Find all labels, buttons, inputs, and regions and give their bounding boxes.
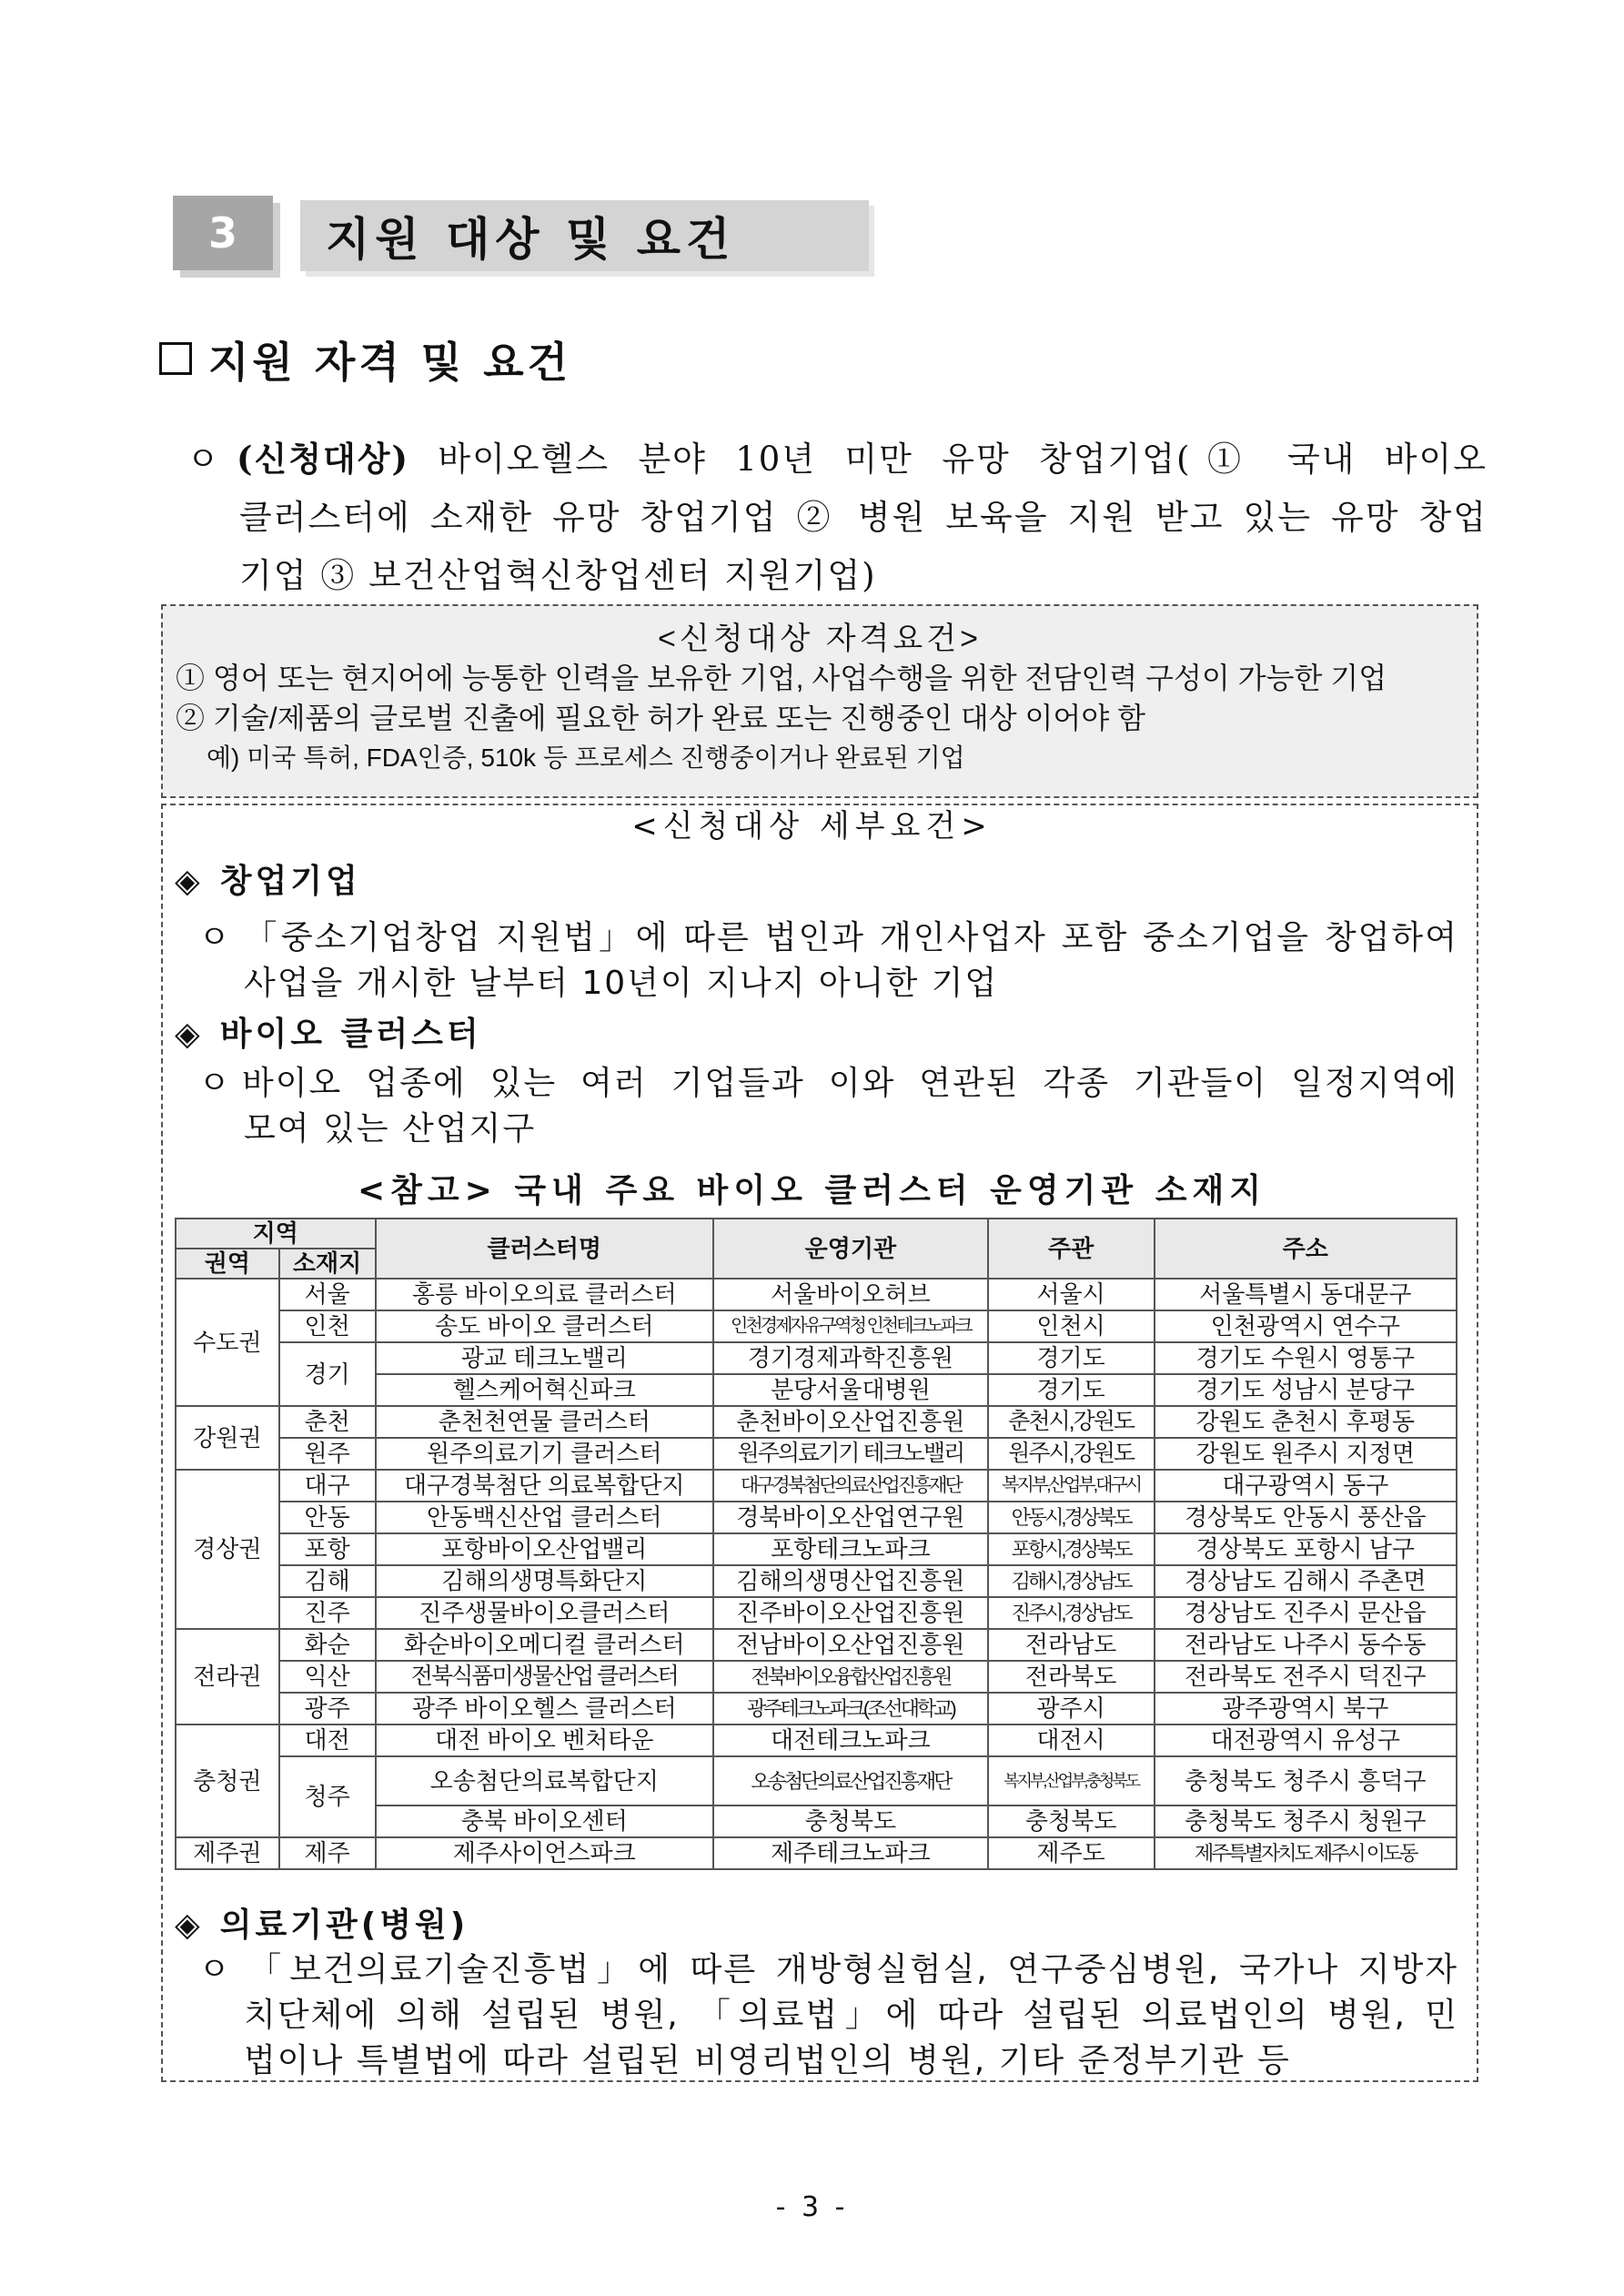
- reference-title: <참고> 국내 주요 바이오 클러스터 운영기관 소재지: [357, 1172, 1267, 1209]
- table-row: 헬스케어혁신파크 분당서울대병원 경기도 경기도 성남시 분당구: [176, 1374, 1457, 1406]
- header-host: 주관: [988, 1219, 1155, 1279]
- table-row: 충북 바이오센터 충청북도 충청북도 충청북도 청주시 청원구: [176, 1805, 1457, 1837]
- area-cell: 제주권: [176, 1837, 279, 1869]
- intro-label: (신청대상): [237, 439, 409, 479]
- area-cell: 수도권: [176, 1279, 279, 1406]
- table-row: 진주 진주생물바이오클러스터 진주바이오산업진흥원 진주시,경상남도 경상남도 진주시 문산읍: [176, 1597, 1457, 1629]
- subsection-title: 지원 자격 및 요건: [208, 338, 572, 387]
- eligibility-item-2: ② 기술/제품의 글로벌 진출에 필요한 허가 완료 또는 진행중인 대상 이어야 함: [176, 702, 1146, 734]
- header-address: 주소: [1155, 1219, 1458, 1279]
- table-row: 청주 오송첨단의료복합단지 오송첨단의료산업진흥재단 복지부,산업부,충청북도 충청북도 청주시 흥덕구: [176, 1756, 1457, 1805]
- header-location: 소재지: [279, 1249, 376, 1279]
- table-row: 수도권 서울 홍릉 바이오의료 클러스터 서울바이오허브 서울시 서울특별시 동대문구: [176, 1279, 1457, 1310]
- intro-line-2: 클러스터에 소재한 유망 창업기업 ② 병원 보육을 지원 받고 있는 유망 창업: [239, 498, 1488, 537]
- section-number: 3: [173, 196, 273, 270]
- checkbox-square-icon: [159, 342, 192, 375]
- eligibility-box: [161, 604, 1478, 798]
- eligibility-title: <신청대상 자격요건>: [658, 622, 982, 656]
- intro-paragraph: [187, 430, 1488, 605]
- bullet-circle-icon: ㅇ: [198, 1065, 232, 1102]
- startup-heading: ◈ 창업기업: [175, 863, 361, 900]
- table-row: 원주 원주의료기기 클러스터 원주의료기기 테크노밸리 원주시,강원도 강원도 원주시 지정면: [176, 1438, 1457, 1470]
- hospital-paragraph: ㅇ 「보건의료기술진흥법」에 따른 개방형실험실, 연구중심병원, 국가나 지방자 치단체에 의해 설립된 병원, 「의료법」에 따라 설립된 의료법인의 병원, 민 법이나 특별법에 따라 설립된 비영리법인의 병원, 기타 준정부기관 등: [198, 1947, 1458, 2084]
- hospital-heading: ◈ 의료기관(병원): [175, 1907, 469, 1944]
- intro-line-1: ㅇ (신청대상) 바이오헬스 분야 10년 미만 유망 창업기업(① 국내 바이오: [187, 430, 1488, 489]
- eligibility-item-1: ① 영어 또는 현지어에 능통한 인력을 보유한 기업, 사업수행을 위한 전담인력 구성이 가능한 기업: [176, 662, 1387, 694]
- diamond-bullet-icon: ◈: [175, 1016, 204, 1053]
- area-cell: 충청권: [176, 1725, 279, 1837]
- diamond-bullet-icon: ◈: [175, 1907, 204, 1944]
- table-row: 김해 김해의생명특화단지 김해의생명산업진흥원 김해시,경상남도 경상남도 김해시 주촌면: [176, 1565, 1457, 1597]
- table-row: 안동 안동백신산업 클러스터 경북바이오산업연구원 안동시,경상북도 경상북도 안동시 풍산읍: [176, 1502, 1457, 1533]
- table-row: 인천 송도 바이오 클러스터 인천경제자유구역청 인천테크노파크 인천시 인천광역시 연수구: [176, 1310, 1457, 1342]
- table-row: 제주권 제주 제주사이언스파크 제주테크노파크 제주도 제주특별자치도 제주시 이도동: [176, 1837, 1457, 1869]
- table-row: 경상권 대구 대구경북첨단 의료복합단지 대구경북첨단의료산업진흥재단 복지부,산업부,대구시 대구광역시 동구: [176, 1470, 1457, 1502]
- header-area: 권역: [176, 1249, 279, 1279]
- page-number: - 3 -: [775, 2191, 849, 2223]
- area-cell: 전라권: [176, 1629, 279, 1725]
- table-row: 충청권 대전 대전 바이오 벤처타운 대전테크노파크 대전시 대전광역시 유성구: [176, 1725, 1457, 1756]
- cluster-paragraph: ㅇ 바이오 업종에 있는 여러 기업들과 이와 연관된 각종 기관들이 일정지역에 모여 있는 산업지구: [198, 1061, 1458, 1152]
- detail-requirements-title: <신청대상 세부요건>: [631, 808, 993, 845]
- area-cell: 경상권: [176, 1470, 279, 1629]
- bullet-circle-icon: ㅇ: [198, 919, 232, 956]
- table-row: 광주 광주 바이오헬스 클러스터 광주테크노파크(조선대학교) 광주시 광주광역시 북구: [176, 1693, 1457, 1725]
- subsection-heading: [159, 329, 571, 389]
- table-row: 포항 포항바이오산업밸리 포항테크노파크 포항시,경상북도 경상북도 포항시 남구: [176, 1533, 1457, 1565]
- table-row: 익산 전북식품미생물산업 클러스터 전북바이오융합산업진흥원 전라북도 전라북도 전주시 덕진구: [176, 1661, 1457, 1693]
- table-row: 전라권 화순 화순바이오메디컬 클러스터 전남바이오산업진흥원 전라남도 전라남도 나주시 동수동: [176, 1629, 1457, 1661]
- table-row: 강원권 춘천 춘천천연물 클러스터 춘천바이오산업진흥원 춘천시,강원도 강원도 춘천시 후평동: [176, 1406, 1457, 1438]
- header-cluster: 클러스터명: [376, 1219, 714, 1279]
- startup-paragraph: ㅇ 「중소기업창업 지원법」에 따른 법인과 개인사업자 포함 중소기업을 창업하여 사업을 개시한 날부터 10년이 지나지 아니한 기업: [198, 915, 1458, 1006]
- header-region: 지역: [176, 1219, 376, 1249]
- table-row: 경기 광교 테크노밸리 경기경제과학진흥원 경기도 경기도 수원시 영통구: [176, 1342, 1457, 1374]
- section-title: 지원 대상 및 요건: [300, 200, 869, 271]
- header-operator: 운영기관: [713, 1219, 988, 1279]
- cluster-table: [175, 1218, 1458, 1870]
- area-cell: 강원권: [176, 1406, 279, 1470]
- cluster-heading: ◈ 바이오 클러스터: [175, 1016, 482, 1053]
- intro-line-3: 기업 ③ 보건산업혁신창업센터 지원기업): [239, 556, 877, 595]
- bullet-circle-icon: ㅇ: [187, 440, 221, 479]
- eligibility-example: 예) 미국 특허, FDA인증, 510k 등 프로세스 진행중이거나 완료된 기업: [207, 743, 965, 772]
- diamond-bullet-icon: ◈: [175, 863, 204, 900]
- bullet-circle-icon: ㅇ: [198, 1951, 232, 1988]
